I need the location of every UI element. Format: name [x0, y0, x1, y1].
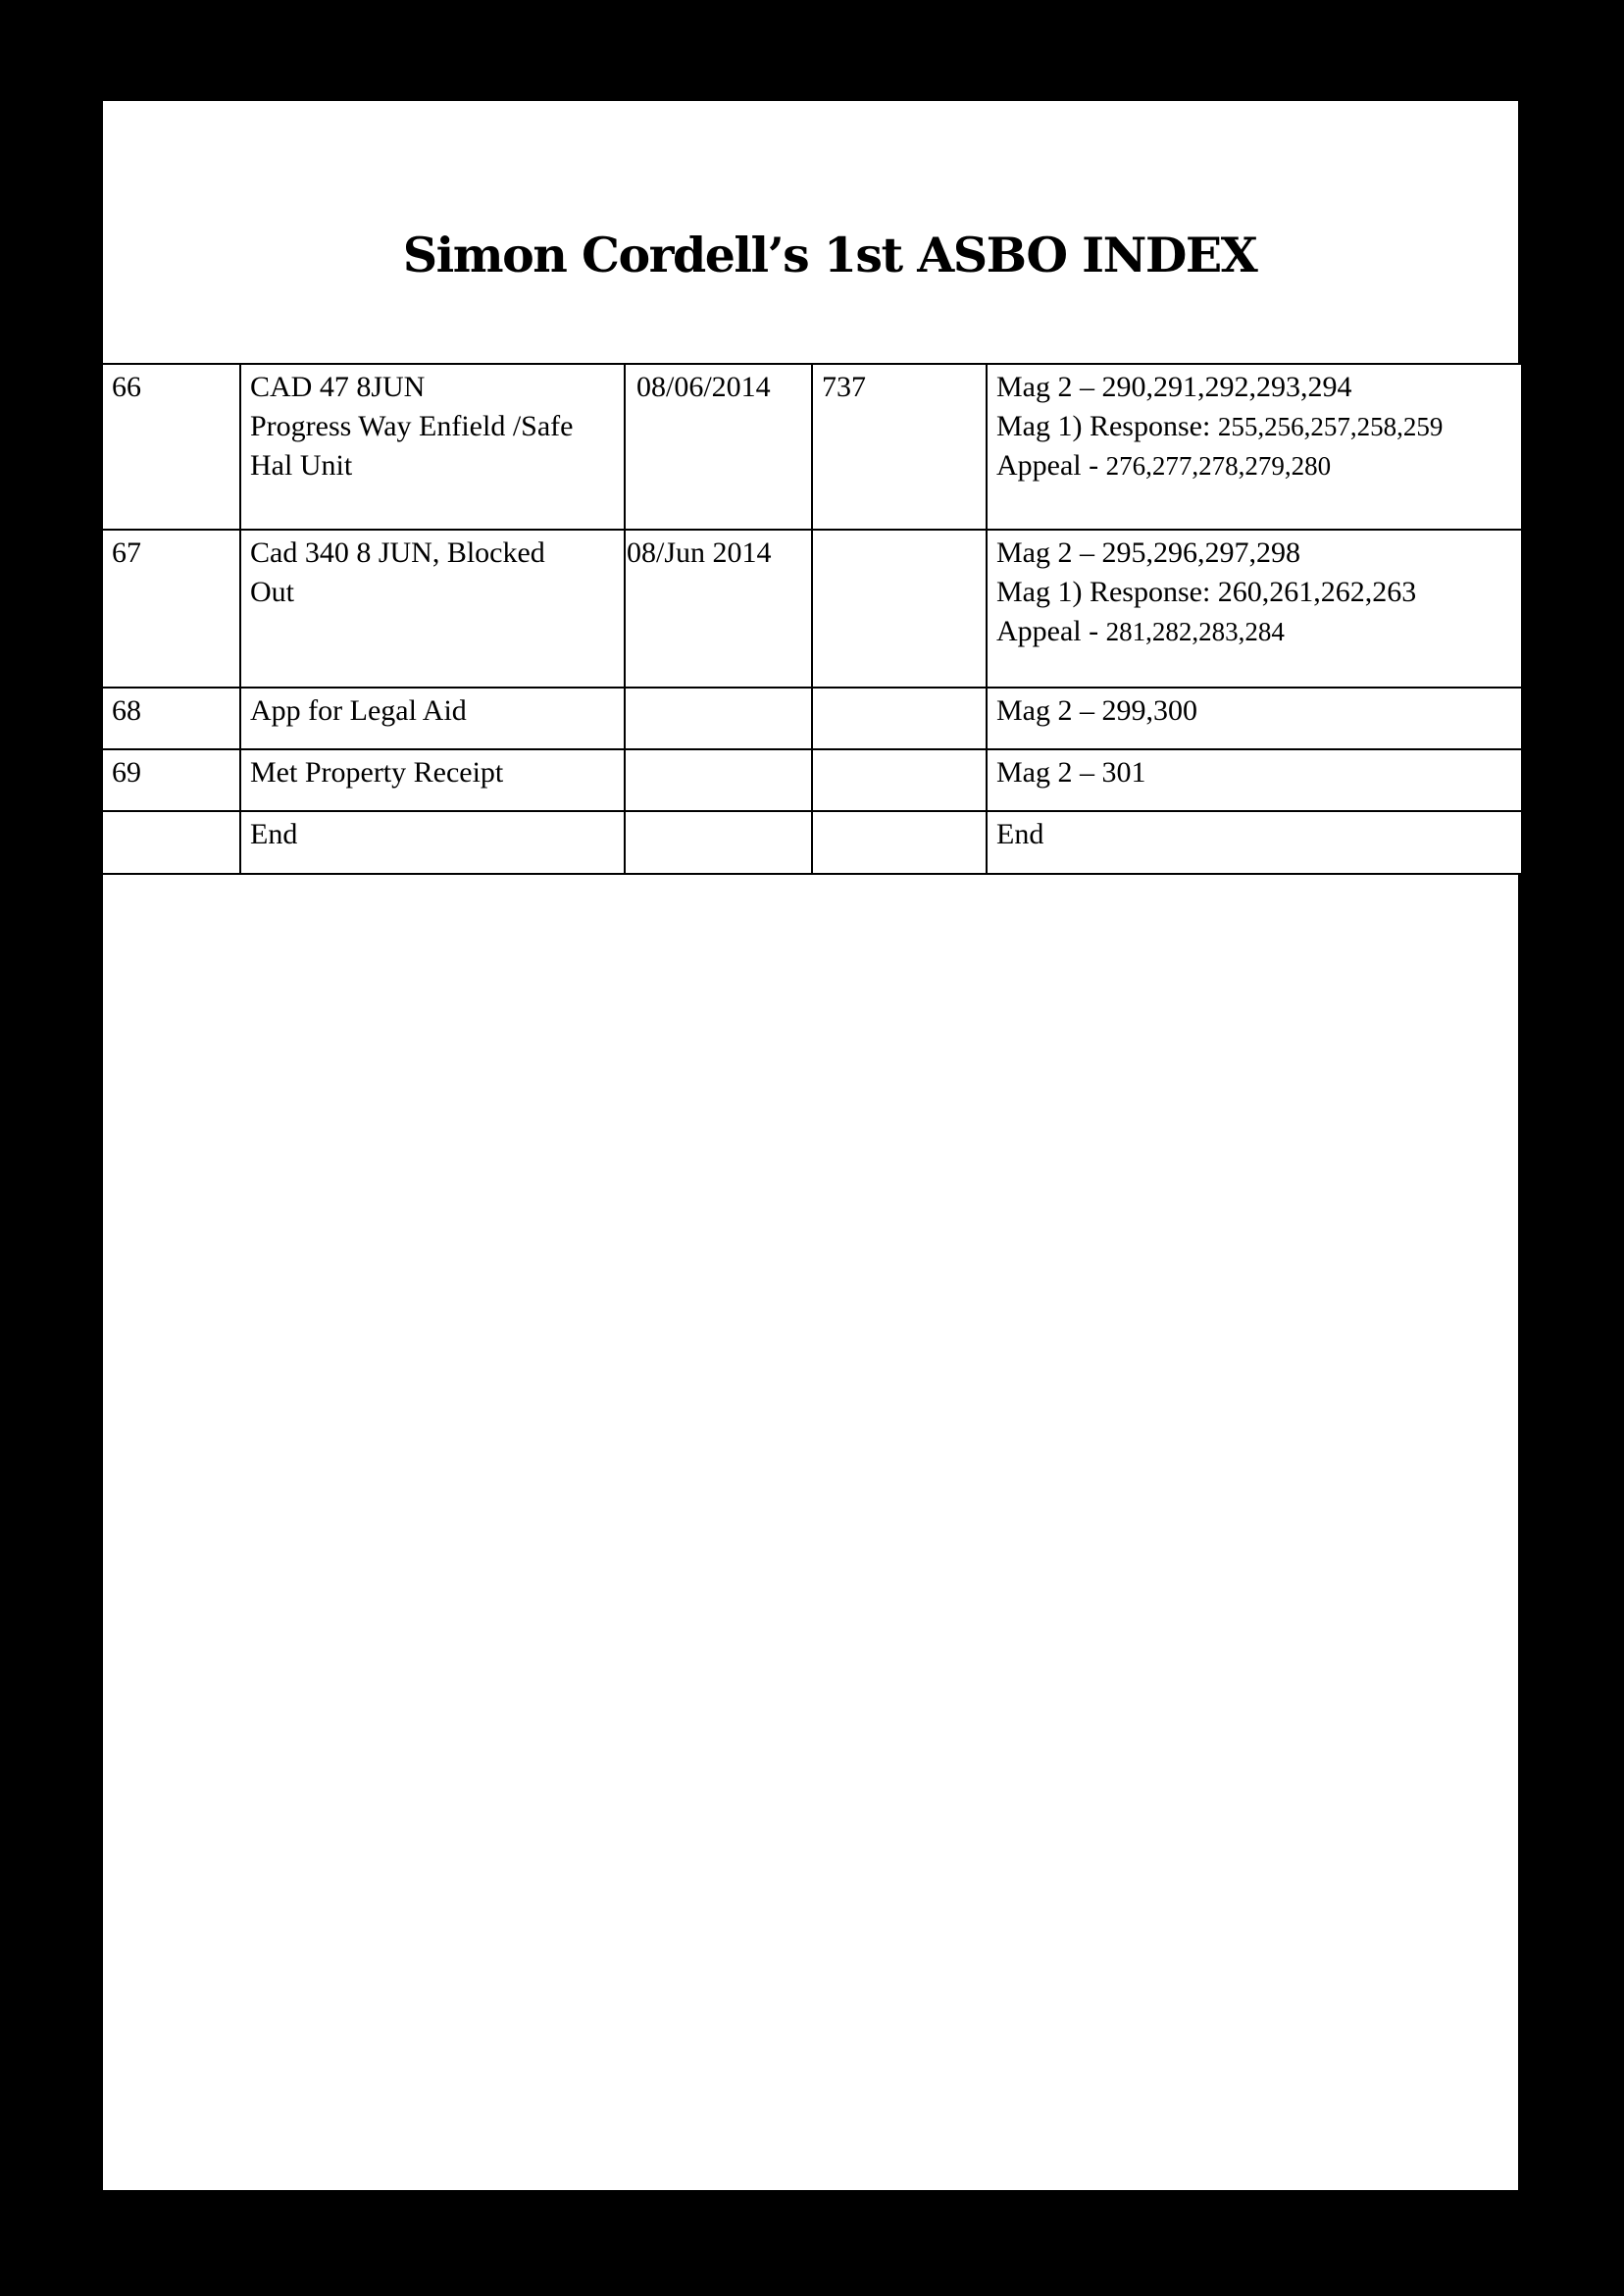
date-cell [625, 364, 812, 530]
entry-number-cell [102, 811, 240, 874]
entry-date: 08/06/2014 [636, 371, 771, 403]
entry-number-cell [102, 364, 240, 530]
page-references-cell [987, 688, 1522, 749]
entry-date: 08/Jun 2014 [627, 536, 772, 569]
description-cell [240, 688, 625, 749]
page-references-cell [987, 811, 1522, 874]
page-reference-line: Mag 2 – 290,291,292,293,294 [996, 371, 1352, 403]
entry-number: 68 [112, 694, 141, 727]
description-cell [240, 364, 625, 530]
entry-number: 69 [112, 756, 141, 789]
entry-number-cell [102, 530, 240, 688]
page-reference-line: Mag 1) Response: 255,256,257,258,259 [996, 410, 1444, 442]
table-row [102, 811, 1522, 874]
page-reference-line: Mag 2 – 295,296,297,298 [996, 536, 1300, 569]
page-reference-line: Mag 2 – 301 [996, 756, 1146, 789]
entry-reference: 737 [822, 371, 866, 403]
entry-number-cell [102, 749, 240, 811]
date-cell [625, 688, 812, 749]
description-cell [240, 811, 625, 874]
description-line: Hal Unit [250, 449, 353, 482]
reference-cell [812, 688, 987, 749]
description-line: Cad 340 8 JUN, Blocked [250, 536, 545, 569]
entry-number: 67 [112, 536, 141, 569]
page-reference-line: Mag 1) Response: 260,261,262,263 [996, 576, 1417, 608]
reference-cell [812, 530, 987, 688]
description-line: Out [250, 576, 294, 608]
table-row [102, 530, 1522, 688]
page-reference-line: End [996, 818, 1044, 850]
description-line: Progress Way Enfield /Safe [250, 410, 574, 442]
page-reference-line: Mag 2 – 299,300 [996, 694, 1197, 727]
entry-number: 66 [112, 371, 141, 403]
description-cell [240, 749, 625, 811]
date-cell [625, 530, 812, 688]
table-row [102, 749, 1522, 811]
page-references-cell [987, 364, 1522, 530]
page-references-cell [987, 749, 1522, 811]
page-reference-line: Appeal - 281,282,283,284 [996, 615, 1285, 647]
date-cell [625, 811, 812, 874]
description-line: Met Property Receipt [250, 756, 504, 789]
description-cell [240, 530, 625, 688]
table-row [102, 364, 1522, 530]
reference-cell [812, 364, 987, 530]
page-reference-line: Appeal - 276,277,278,279,280 [996, 449, 1332, 482]
document-title: Simon Cordell’s 1st ASBO INDEX [402, 227, 1257, 283]
description-line: CAD 47 8JUN [250, 371, 426, 403]
reference-cell [812, 811, 987, 874]
date-cell [625, 749, 812, 811]
entry-number-cell [102, 688, 240, 749]
description-line: End [250, 818, 298, 850]
table-row [102, 688, 1522, 749]
page-references-cell [987, 530, 1522, 688]
description-line: App for Legal Aid [250, 694, 467, 727]
reference-cell [812, 749, 987, 811]
asbo-index-table [101, 363, 1523, 875]
